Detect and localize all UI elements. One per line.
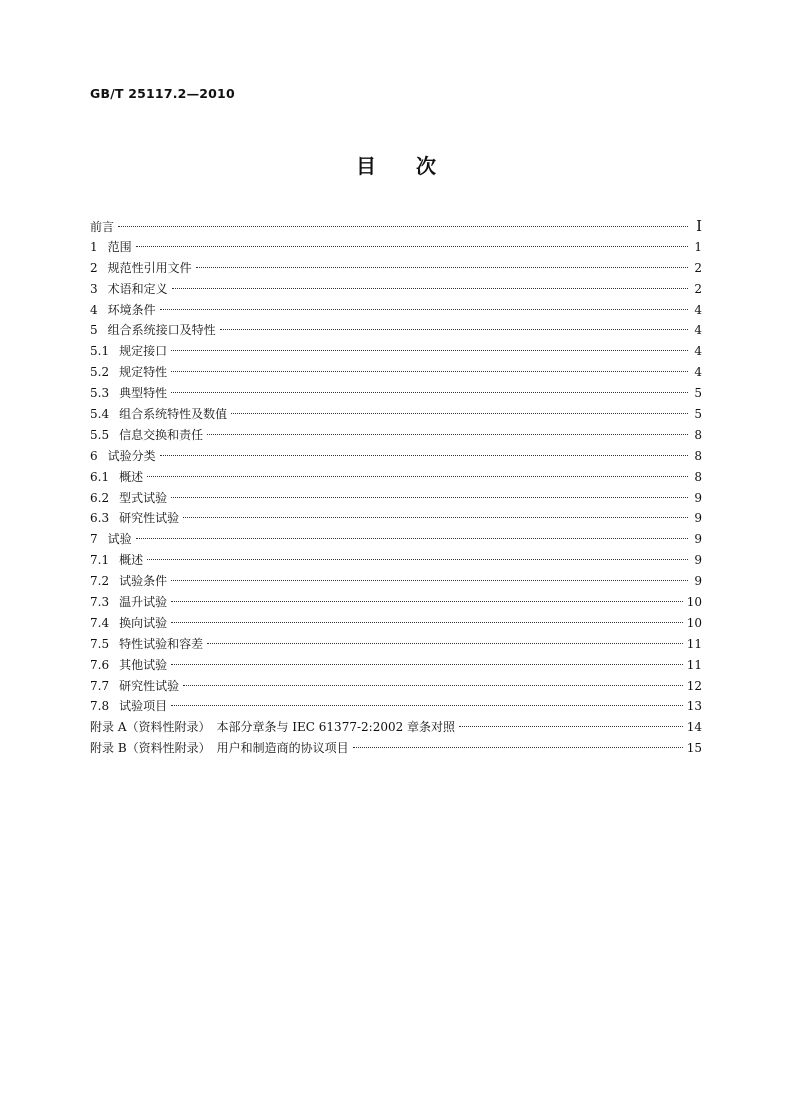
- toc-dot-leader: [231, 413, 688, 414]
- toc-entry-page: 5: [694, 386, 702, 401]
- toc-entry-page: 5: [694, 407, 702, 422]
- toc-entry[interactable]: [90, 508, 702, 529]
- toc-entry-page: 8: [694, 469, 702, 484]
- toc-entry-number: 7.7: [90, 678, 110, 693]
- toc-entry-number: 6.2: [90, 490, 110, 505]
- toc-dot-leader: [207, 434, 688, 435]
- toc-entry[interactable]: [90, 467, 702, 488]
- toc-entry-number: 5: [90, 323, 98, 338]
- toc-entry[interactable]: [90, 425, 702, 446]
- toc-dot-leader: [207, 643, 683, 644]
- toc-dot-leader: [160, 309, 688, 310]
- toc-dot-leader: [171, 392, 688, 393]
- toc-dot-leader: [147, 559, 688, 560]
- toc-entry-page: 11: [686, 636, 702, 651]
- toc-entry-label: 研究性试验: [119, 511, 180, 526]
- toc-entry-page: 10: [686, 615, 702, 630]
- toc-entry-page: 9: [694, 511, 702, 526]
- toc-entry[interactable]: [90, 216, 702, 237]
- toc-dot-leader: [183, 685, 683, 686]
- toc-entry-number: 6.1: [90, 469, 110, 484]
- toc-entry-page: 2: [694, 281, 702, 296]
- toc-entry-label: 其他试验: [119, 657, 168, 672]
- toc-dot-leader: [171, 601, 683, 602]
- toc-entry-page: 4: [694, 323, 702, 338]
- toc-entry-label: 组合系统接口及特性: [107, 323, 216, 338]
- toc-entry-number: 1: [90, 239, 98, 254]
- toc-entry[interactable]: [90, 696, 702, 717]
- toc-entry-page: 9: [694, 490, 702, 505]
- toc-entry-page: 9: [694, 553, 702, 568]
- toc-entry[interactable]: [90, 320, 702, 341]
- toc-entry-page: 13: [686, 699, 702, 714]
- toc-entry-label: 试验: [107, 532, 132, 547]
- toc-dot-leader: [196, 267, 688, 268]
- toc-entry-page: 10: [686, 595, 702, 610]
- toc-entry-label: 组合系统特性及数值: [119, 407, 228, 422]
- toc-dot-leader: [172, 288, 688, 289]
- toc-entry-number: 5.3: [90, 386, 110, 401]
- toc-entry[interactable]: [90, 279, 702, 300]
- toc-entry[interactable]: [90, 237, 702, 258]
- toc-entry-number: 3: [90, 281, 98, 296]
- standard-code: GB/T 25117.2—2010: [90, 86, 235, 101]
- toc-entry-number: 7.6: [90, 657, 110, 672]
- toc-entry-page: 9: [694, 574, 702, 589]
- toc-entry-number: 7.8: [90, 699, 110, 714]
- toc-entry-number: 7.1: [90, 553, 110, 568]
- toc-entry-number: 5.4: [90, 407, 110, 422]
- toc-entry-label: 范围: [107, 239, 132, 254]
- toc-entry[interactable]: [90, 300, 702, 321]
- toc-dot-leader: [353, 747, 683, 748]
- toc-dot-leader: [171, 622, 683, 623]
- toc-entry-number: 6.3: [90, 511, 110, 526]
- toc-entry-label: 试验项目: [119, 699, 168, 714]
- toc-dot-leader: [459, 726, 683, 727]
- toc-entry-page: 4: [694, 302, 702, 317]
- toc-dot-leader: [183, 517, 688, 518]
- toc-entry-page: 4: [694, 344, 702, 359]
- toc-entry-number: 5.1: [90, 344, 110, 359]
- toc-entry-page: 12: [686, 678, 702, 693]
- toc-entry-number: 2: [90, 260, 98, 275]
- toc-entry-label: 规定特性: [119, 365, 168, 380]
- toc-entry[interactable]: [90, 717, 702, 738]
- toc-entry-label: 概述: [119, 469, 144, 484]
- toc-dot-leader: [171, 371, 688, 372]
- toc-dot-leader: [171, 580, 688, 581]
- toc-entry-label: 附录 B（资料性附录） 用户和制造商的协议项目: [90, 741, 349, 756]
- toc-entry[interactable]: [90, 571, 702, 592]
- toc-entry[interactable]: [90, 592, 702, 613]
- toc-entry[interactable]: [90, 446, 702, 467]
- toc-entry[interactable]: [90, 529, 702, 550]
- toc-entry-label: 典型特性: [119, 386, 168, 401]
- toc-entry-page: Ⅰ: [696, 217, 702, 235]
- toc-entry-page: 4: [694, 365, 702, 380]
- toc-entry-page: 8: [694, 448, 702, 463]
- toc-entry[interactable]: [90, 634, 702, 655]
- toc-entry-label: 前言: [90, 220, 115, 234]
- toc-entry-label: 温升试验: [119, 595, 168, 610]
- toc-entry-label: 术语和定义: [107, 281, 168, 296]
- toc-entry-label: 概述: [119, 553, 144, 568]
- toc-entry[interactable]: [90, 341, 702, 362]
- toc-entry-page: 8: [694, 427, 702, 442]
- toc-entry-label: 规范性引用文件: [107, 260, 192, 275]
- toc-dot-leader: [136, 246, 688, 247]
- toc-entry-label: 试验分类: [107, 448, 156, 463]
- toc-entry-number: 5.2: [90, 365, 110, 380]
- toc-dot-leader: [147, 476, 688, 477]
- toc-entry-page: 15: [686, 741, 702, 756]
- toc-entry-label: 特性试验和容差: [119, 636, 204, 651]
- toc-dot-leader: [171, 350, 688, 351]
- toc-entry[interactable]: [90, 550, 702, 571]
- table-of-contents: [90, 216, 702, 759]
- toc-entry-number: 7.3: [90, 595, 110, 610]
- toc-entry-label: 型式试验: [119, 490, 168, 505]
- toc-dot-leader: [171, 664, 683, 665]
- toc-entry-label: 研究性试验: [119, 678, 180, 693]
- toc-entry-number: 7.2: [90, 574, 110, 589]
- toc-entry-number: 5.5: [90, 427, 110, 442]
- toc-entry-label: 信息交换和责任: [119, 427, 204, 442]
- toc-dot-leader: [171, 705, 683, 706]
- toc-entry[interactable]: [90, 258, 702, 279]
- toc-entry-page: 9: [694, 532, 702, 547]
- toc-entry[interactable]: [90, 655, 702, 676]
- toc-entry-number: 7.4: [90, 615, 110, 630]
- toc-entry[interactable]: [90, 383, 702, 404]
- toc-entry-page: 2: [694, 260, 702, 275]
- toc-entry-page: 11: [686, 657, 702, 672]
- toc-entry-label: 试验条件: [119, 574, 168, 589]
- toc-entry-page: 14: [686, 720, 702, 735]
- toc-entry[interactable]: [90, 488, 702, 509]
- toc-dot-leader: [118, 226, 688, 227]
- page-title-char-2: 次: [416, 154, 436, 178]
- toc-entry[interactable]: [90, 676, 702, 697]
- toc-entry[interactable]: [90, 362, 702, 383]
- toc-entry-label: 环境条件: [107, 302, 156, 317]
- toc-entry-number: 7: [90, 532, 98, 547]
- toc-dot-leader: [220, 329, 688, 330]
- toc-dot-leader: [136, 538, 688, 539]
- page-title: [0, 150, 792, 179]
- toc-dot-leader: [160, 455, 688, 456]
- toc-entry-number: 6: [90, 448, 98, 463]
- toc-entry-number: 7.5: [90, 636, 110, 651]
- toc-entry-label: 附录 A（资料性附录） 本部分章条与 IEC 61377-2:2002 章条对照: [90, 720, 456, 735]
- toc-entry-label: 规定接口: [119, 344, 168, 359]
- toc-entry[interactable]: [90, 613, 702, 634]
- toc-entry-label: 换向试验: [119, 615, 168, 630]
- toc-dot-leader: [171, 497, 688, 498]
- toc-entry[interactable]: [90, 404, 702, 425]
- toc-entry-page: 1: [694, 239, 702, 254]
- page-title-char-1: 目: [356, 154, 376, 178]
- toc-entry[interactable]: [90, 738, 702, 759]
- toc-entry-number: 4: [90, 302, 98, 317]
